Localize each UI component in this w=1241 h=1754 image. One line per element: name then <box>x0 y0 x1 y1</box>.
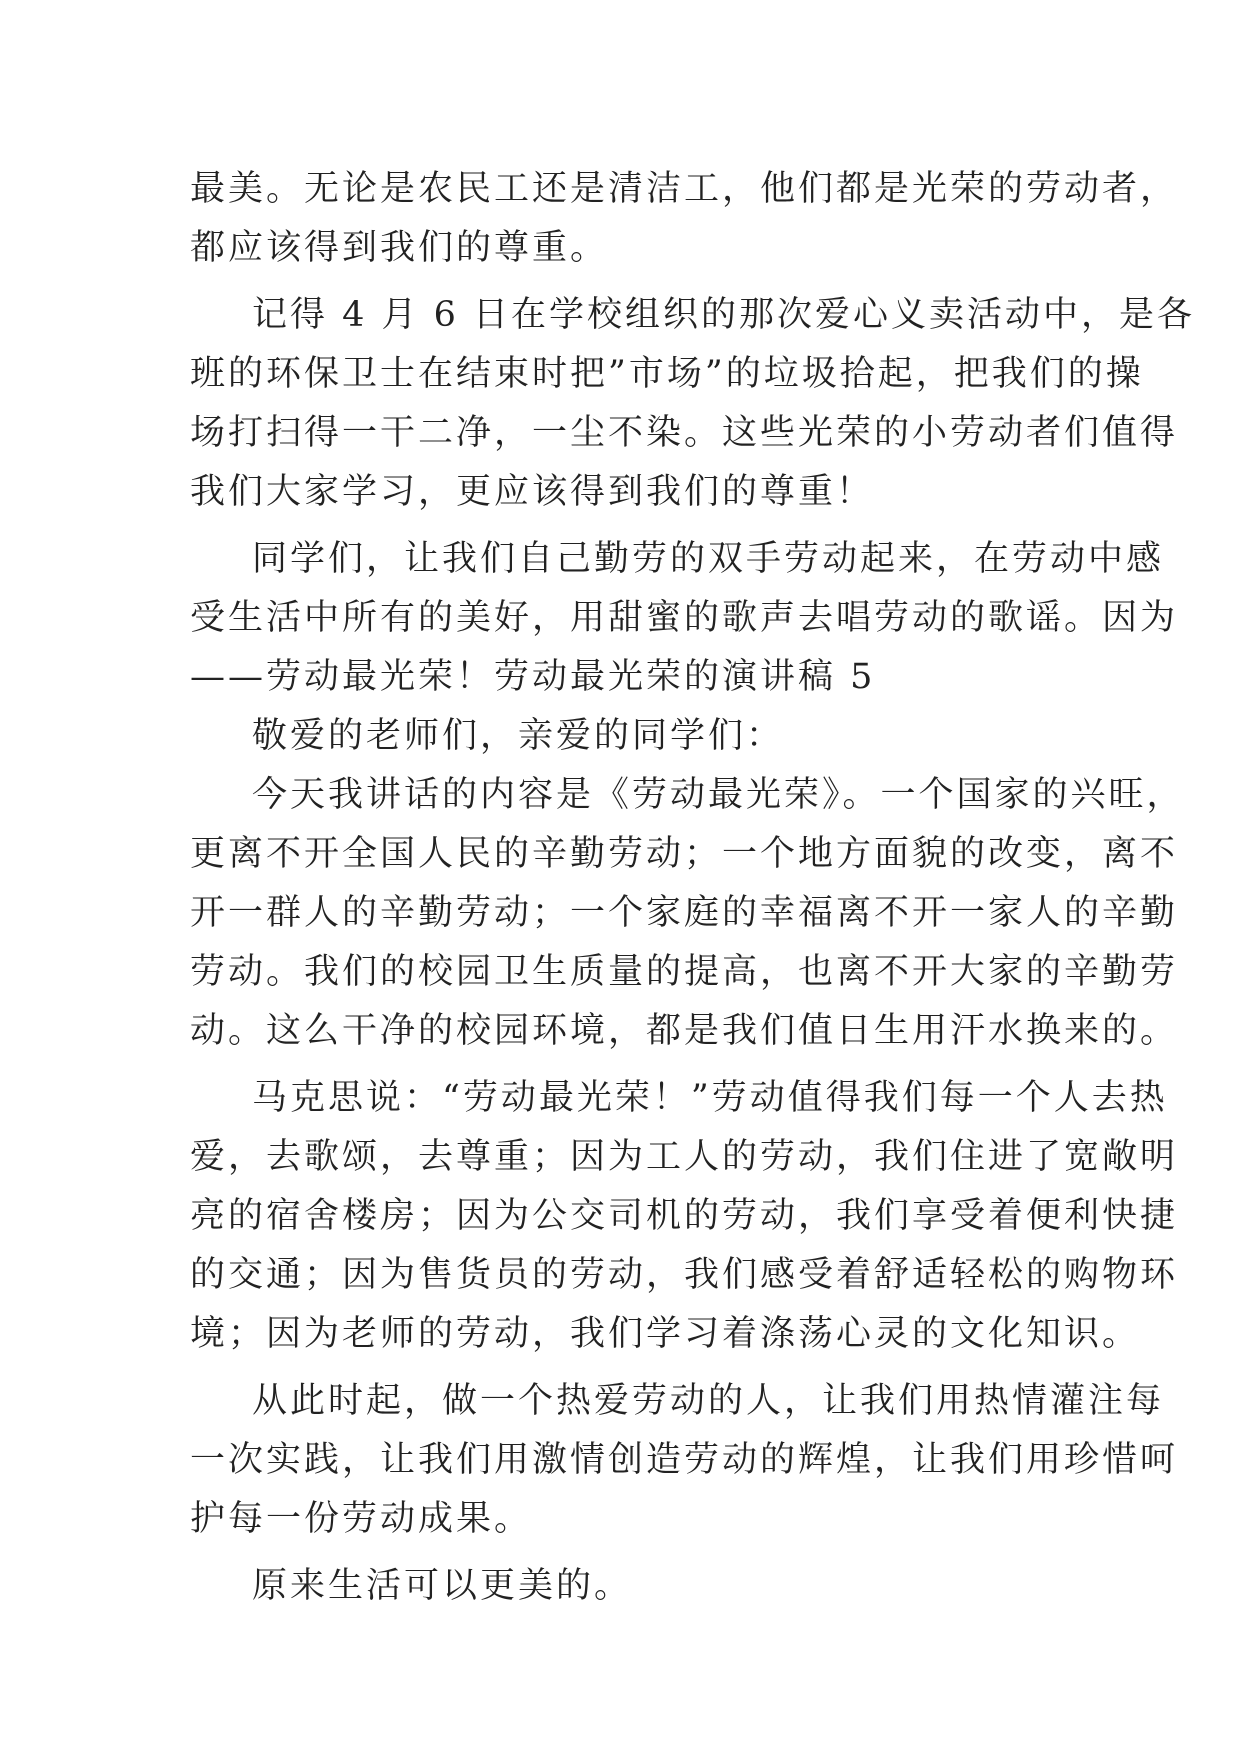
text-line: 更离不开全国人民的辛勤劳动；一个地方面貌的改变，离不 <box>190 834 1179 874</box>
text-line: 开一群人的辛勤劳动；一个家庭的幸福离不开一家人的辛勤 <box>190 893 1179 933</box>
paragraph-start: 从此时起，做一个热爱劳动的人，让我们用热情灌注每 <box>252 1381 1165 1421</box>
text-line: 亮的宿舍楼房；因为公交司机的劳动，我们享受着便利快捷 <box>190 1196 1179 1236</box>
paragraph-start: 原来生活可以更美的。 <box>252 1566 633 1606</box>
text-line: ——劳动最光荣！劳动最光荣的演讲稿 5 <box>190 657 876 697</box>
text-line: 爱，去歌颂，去尊重；因为工人的劳动，我们住进了宽敞明 <box>190 1137 1179 1177</box>
text-line: 一次实践，让我们用激情创造劳动的辉煌，让我们用珍惜呵 <box>190 1440 1179 1480</box>
text-line: 我们大家学习，更应该得到我们的尊重！ <box>190 472 875 512</box>
speech-text <box>190 160 1196 1616</box>
paragraph-start: 记得 4 月 6 日在学校组织的那次爱心义卖活动中，是各 <box>252 295 1196 335</box>
text-line: 的交通；因为售货员的劳动，我们感受着舒适轻松的购物环 <box>190 1255 1179 1295</box>
text-line: 最美。无论是农民工还是清洁工，他们都是光荣的劳动者， <box>190 169 1179 209</box>
text-line: 场打扫得一干二净，一尘不染。这些光荣的小劳动者们值得 <box>190 413 1179 453</box>
text-line: 班的环保卫士在结束时把”市场”的垃圾拾起，把我们的操 <box>190 354 1144 394</box>
text-line: 护每一份劳动成果。 <box>190 1499 533 1539</box>
text-line: 境；因为老师的劳动，我们学习着涤荡心灵的文化知识。 <box>190 1314 1141 1354</box>
paragraph-start: 敬爱的老师们，亲爱的同学们： <box>252 716 785 756</box>
paragraph-start: 同学们，让我们自己勤劳的双手劳动起来，在劳动中感 <box>252 539 1165 579</box>
text-line: 都应该得到我们的尊重。 <box>190 228 609 268</box>
paragraph-start: 今天我讲话的内容是《劳动最光荣》。一个国家的兴旺， <box>252 775 1185 815</box>
text-line: 劳动。我们的校园卫生质量的提高，也离不开大家的辛勤劳 <box>190 952 1179 992</box>
paragraph-start: 马克思说：“劳动最光荣！”劳动值得我们每一个人去热 <box>252 1078 1168 1118</box>
text-line: 动。这么干净的校园环境，都是我们值日生用汗水换来的。 <box>190 1011 1179 1051</box>
text-line: 受生活中所有的美好，用甜蜜的歌声去唱劳动的歌谣。因为 <box>190 598 1179 638</box>
